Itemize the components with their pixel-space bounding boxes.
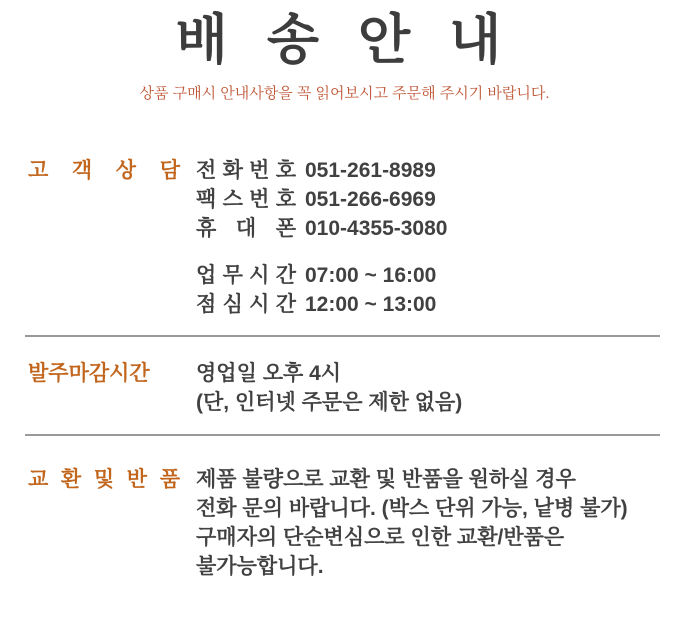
- fax-number-row: [196, 185, 447, 214]
- exchange-policy-line: 구매자의 단순변심으로 인한 교환/반품은: [196, 526, 565, 549]
- section-order-deadline: [0, 359, 689, 417]
- exchange-policy-line: 불가능합니다.: [196, 555, 324, 578]
- deadline-line: 영업일 오후 4시: [196, 362, 342, 385]
- section-divider: [25, 335, 660, 337]
- section-exchange-return: [0, 465, 689, 581]
- fax-number-value: 051-266-6969: [305, 188, 436, 211]
- page-title: 배 송 안 내: [175, 10, 514, 70]
- business-hours-label: 업 무 시 간: [196, 264, 296, 287]
- order-deadline-content: [196, 359, 462, 417]
- business-hours-row: [196, 261, 447, 290]
- page-subtitle: 상품 구매시 안내사항을 꼭 읽어보시고 주문해 주시기 바랍니다.: [139, 85, 550, 102]
- mobile-number-row: [196, 214, 447, 243]
- exchange-policy-line: 전화 문의 바랍니다. (박스 단위 가능, 낱병 불가): [196, 497, 628, 520]
- section-label-customer-service: 고 객 상 담: [28, 159, 180, 182]
- lunch-hours-value: 12:00 ~ 13:00: [305, 293, 437, 316]
- fax-number-label: 팩 스 번 호: [196, 188, 296, 211]
- section-label-exchange-return: 교 환 및 반 품: [28, 468, 180, 491]
- exchange-return-content: [196, 465, 628, 581]
- lunch-hours-row: [196, 290, 447, 319]
- phone-number-label: 전 화 번 호: [196, 159, 296, 182]
- section-divider: [25, 434, 660, 436]
- exchange-policy-line: 제품 불량으로 교환 및 반품을 원하실 경우: [196, 468, 576, 491]
- section-label-order-deadline: 발주마감시간: [28, 362, 150, 385]
- phone-number-value: 051-261-8989: [305, 159, 436, 182]
- lunch-hours-label: 점 심 시 간: [196, 293, 296, 316]
- customer-service-content: [196, 156, 447, 319]
- mobile-number-label: 휴 대 폰: [196, 217, 296, 240]
- mobile-number-value: 010-4355-3080: [305, 217, 448, 240]
- section-customer-service: [0, 156, 689, 319]
- phone-number-row: [196, 156, 447, 185]
- deadline-note-line: (단, 인터넷 주문은 제한 없음): [196, 391, 463, 414]
- business-hours-value: 07:00 ~ 16:00: [305, 264, 437, 287]
